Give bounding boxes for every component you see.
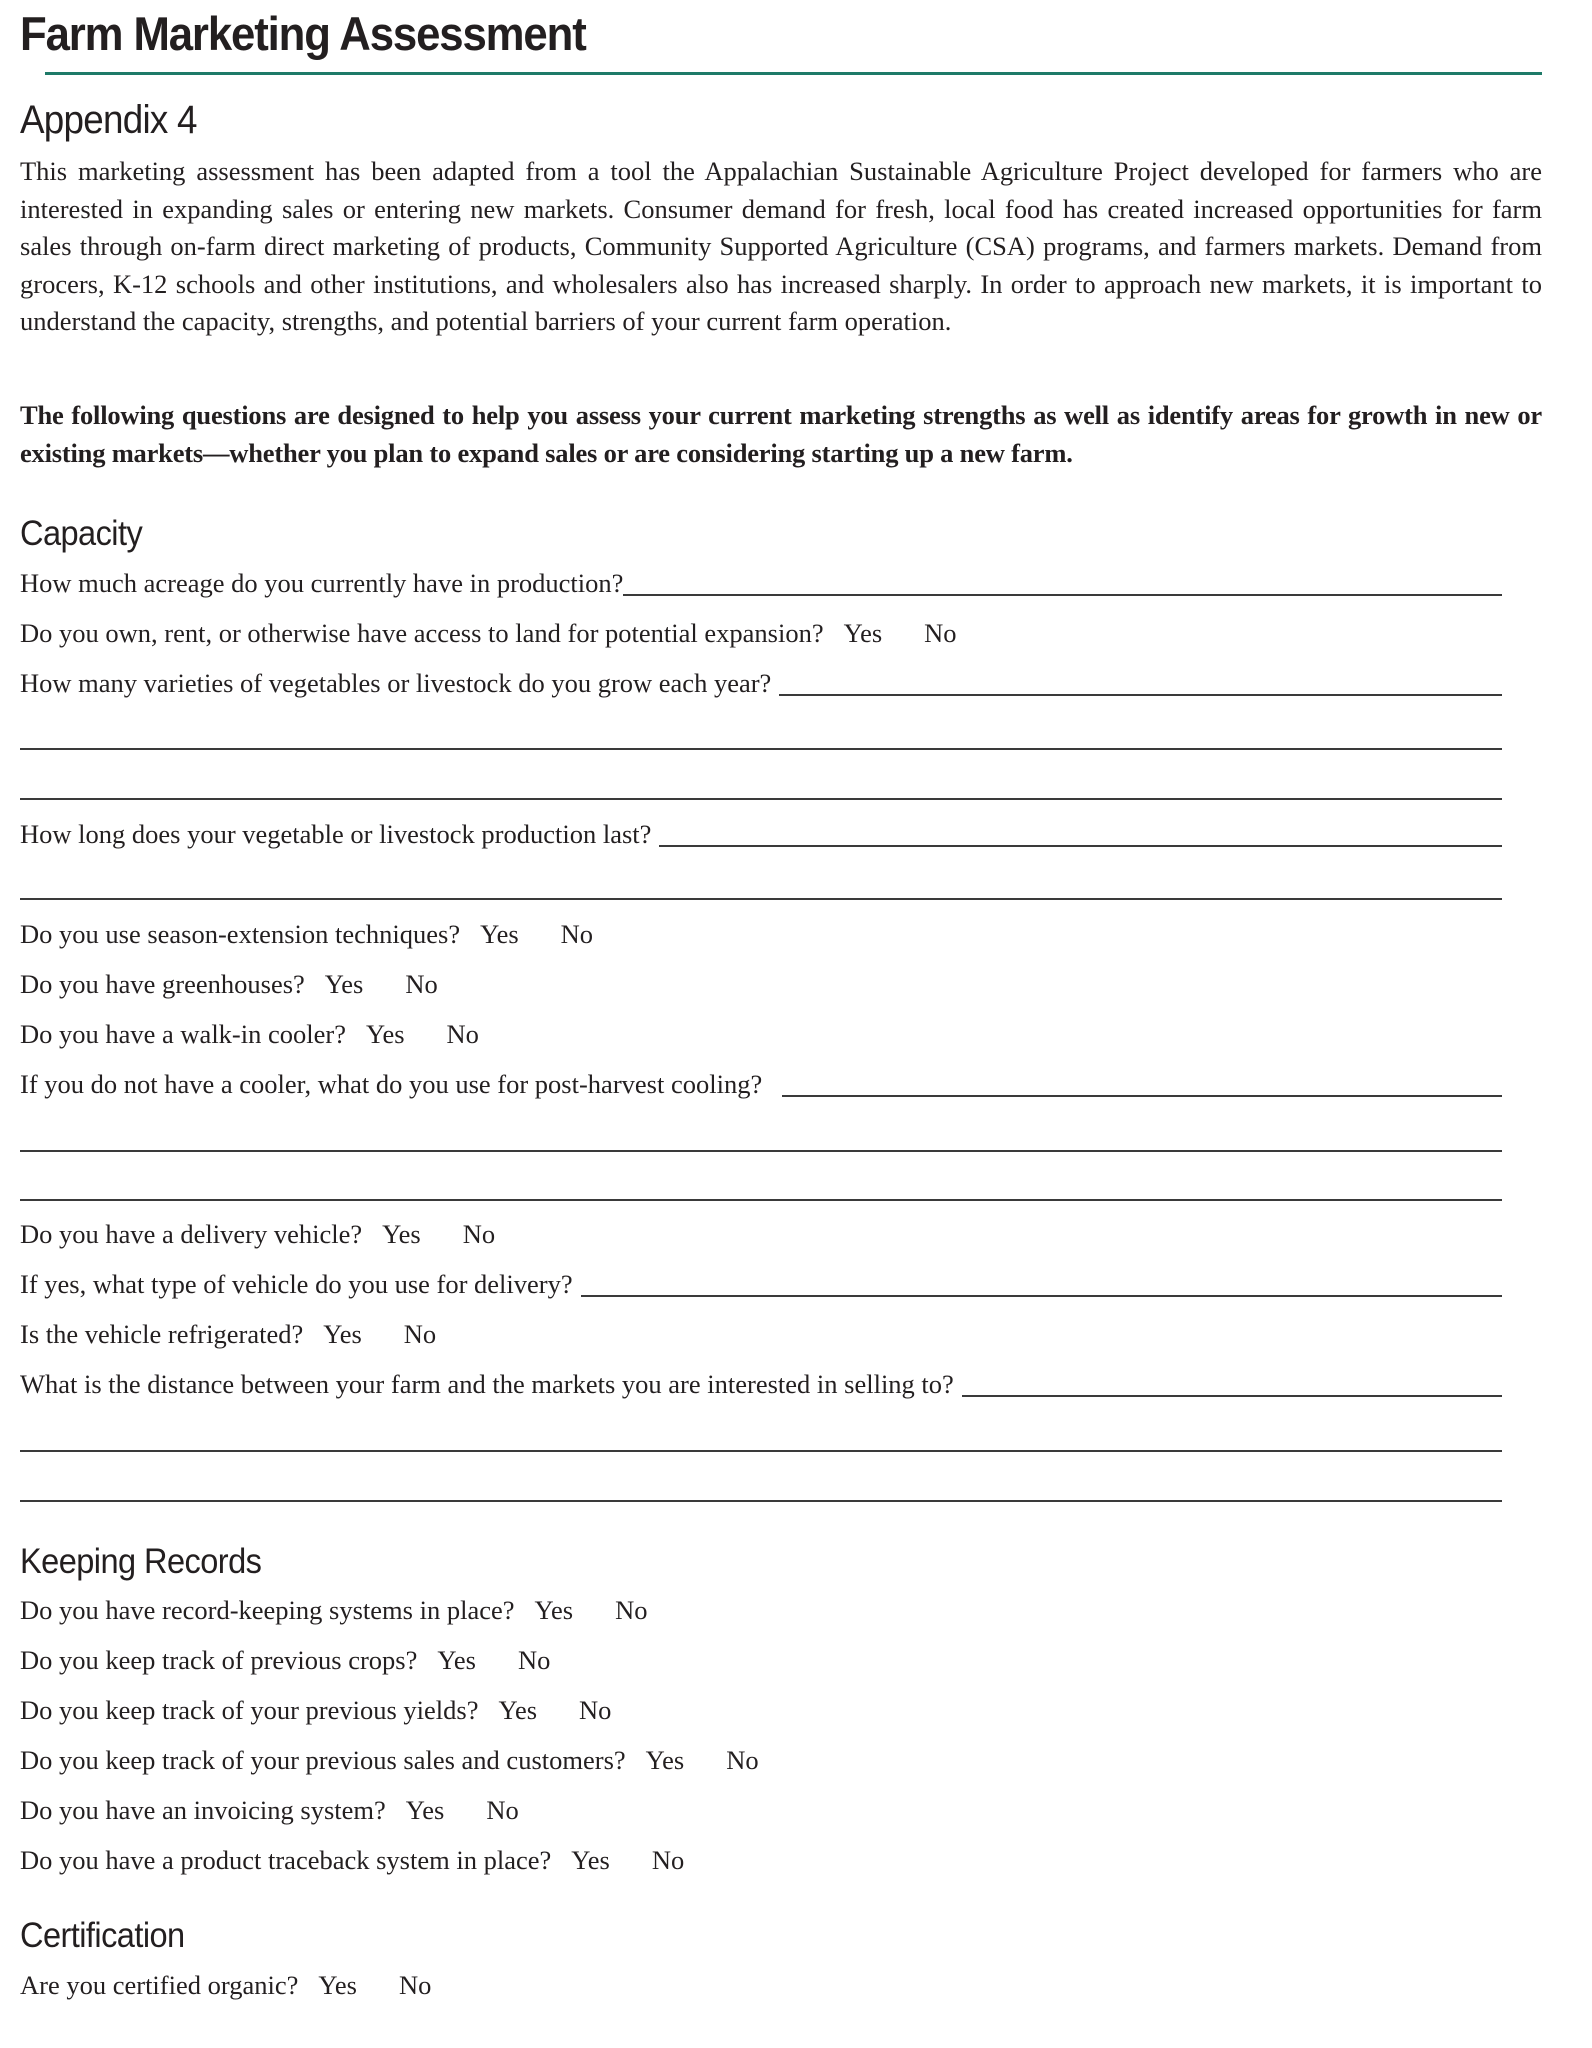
question-vehicle-type [20, 1267, 1502, 1301]
no-option[interactable]: No [615, 1595, 648, 1625]
question-text: Do you have a product traceback system in place? [20, 1845, 552, 1875]
question-text: Do you have an invoicing system? [20, 1795, 386, 1825]
appendix-heading: Appendix 4 [20, 98, 197, 142]
question-season-extension [20, 917, 593, 951]
answer-line[interactable] [581, 1295, 1502, 1297]
answer-line[interactable] [20, 1150, 1502, 1152]
yes-option[interactable]: Yes [405, 1795, 445, 1825]
yes-option[interactable]: Yes [324, 969, 364, 999]
yes-option[interactable]: Yes [365, 1019, 405, 1049]
question-previous-crops [20, 1643, 550, 1677]
yes-option[interactable]: Yes [318, 1970, 357, 2000]
intro-bold-paragraph: The following questions are designed to help you assess your current marketing strengths as well as identify areas for growth in new or existing markets—whether you plan to expand sales or are considering starting up a new farm. [20, 400, 1542, 468]
no-option[interactable]: No [403, 1319, 437, 1349]
no-option[interactable]: No [517, 1645, 551, 1675]
no-option[interactable]: No [486, 1795, 519, 1825]
question-text: If yes, what type of vehicle do you use for delivery? [20, 1269, 573, 1299]
answer-line[interactable] [20, 1199, 1502, 1201]
question-text: How long does your vegetable or livestock production last? [20, 819, 652, 849]
question-text: Do you keep track of previous crops? [20, 1645, 418, 1675]
question-text: If you do not have a cooler, what do you use for post-harvest cooling? [20, 1069, 763, 1099]
question-text: Do you keep track of your previous yields? [20, 1695, 479, 1725]
section-heading-certification: Certification [20, 1916, 185, 1955]
yes-option[interactable]: Yes [843, 618, 883, 648]
yes-option[interactable]: Yes [571, 1845, 610, 1875]
question-text: What is the distance between your farm and the markets you are interested in selling to? [20, 1369, 954, 1399]
page-title: Farm Marketing Assessment [20, 7, 586, 60]
question-market-distance [20, 1367, 1502, 1401]
title-rule [45, 72, 1542, 75]
question-text: Do you have a walk-in cooler? [20, 1019, 346, 1049]
question-post-harvest-cooling [20, 1067, 1502, 1101]
question-invoicing [20, 1793, 519, 1827]
answer-line[interactable] [20, 898, 1502, 900]
question-text: Do you have record-keeping systems in place? [20, 1595, 515, 1625]
question-varieties [20, 666, 1502, 700]
question-certified-organic [20, 1968, 431, 2002]
answer-line[interactable] [782, 1095, 1502, 1097]
question-vehicle-refrigerated [20, 1317, 436, 1351]
answer-line[interactable] [20, 1450, 1502, 1452]
no-option[interactable]: No [398, 1970, 432, 2000]
question-traceback [20, 1843, 684, 1877]
question-text: Do you have a delivery vehicle? [20, 1219, 363, 1249]
no-option[interactable]: No [924, 618, 957, 648]
answer-line[interactable] [623, 594, 1502, 596]
question-record-keeping [20, 1593, 647, 1627]
question-text: Do you keep track of your previous sales and customers? [20, 1745, 626, 1775]
yes-option[interactable]: Yes [498, 1695, 538, 1725]
yes-option[interactable]: Yes [645, 1745, 685, 1775]
question-previous-yields [20, 1693, 611, 1727]
question-production-length [20, 817, 1502, 851]
answer-line[interactable] [779, 694, 1502, 696]
question-acreage [20, 566, 1502, 600]
question-walk-in-cooler [20, 1017, 479, 1051]
question-text: How many varieties of vegetables or livestock do you grow each year? [20, 668, 772, 698]
no-option[interactable]: No [446, 1019, 479, 1049]
intro-paragraph: This marketing assessment has been adapted from a tool the Appalachian Sustainable Agriculture Project developed for farmers who are interested in expanding sales or entering new markets. Consumer demand for fresh, local food has created increased opportunities for farm sales through on-farm direct marketing of products, Community Supported Agriculture (CSA) programs, and farmers markets. Demand from grocers, K-12 schools and other institutions, and wholesalers also has increased sharply. In order to approach new markets, it is important to understand the capacity, strengths, and potential barriers of your current farm operation. [20, 156, 1542, 337]
answer-line[interactable] [20, 748, 1502, 750]
yes-option[interactable]: Yes [382, 1219, 421, 1249]
no-option[interactable]: No [405, 969, 438, 999]
question-text: Do you have greenhouses? [20, 969, 305, 999]
yes-option[interactable]: Yes [480, 919, 519, 949]
section-heading-capacity: Capacity [20, 514, 143, 553]
answer-line[interactable] [659, 845, 1502, 847]
question-text: Is the vehicle refrigerated? [20, 1319, 304, 1349]
question-text: Are you certified organic? [20, 1970, 299, 2000]
answer-line[interactable] [962, 1395, 1502, 1397]
no-option[interactable]: No [579, 1695, 612, 1725]
section-heading-records: Keeping Records [20, 1542, 262, 1581]
question-text: Do you use season-extension techniques? [20, 919, 461, 949]
no-option[interactable]: No [651, 1845, 685, 1875]
question-greenhouses [20, 967, 438, 1001]
yes-option[interactable]: Yes [437, 1645, 476, 1675]
yes-option[interactable]: Yes [534, 1595, 574, 1625]
no-option[interactable]: No [462, 1219, 496, 1249]
no-option[interactable]: No [560, 919, 594, 949]
question-text: How much acreage do you currently have in production? [20, 568, 624, 598]
answer-line[interactable] [20, 1500, 1502, 1502]
question-text: Do you own, rent, or otherwise have access to land for potential expansion? [20, 618, 824, 648]
question-land-access [20, 616, 957, 650]
yes-option[interactable]: Yes [323, 1319, 362, 1349]
no-option[interactable]: No [726, 1745, 759, 1775]
question-previous-sales [20, 1743, 759, 1777]
answer-line[interactable] [20, 798, 1502, 800]
question-delivery-vehicle [20, 1217, 495, 1251]
